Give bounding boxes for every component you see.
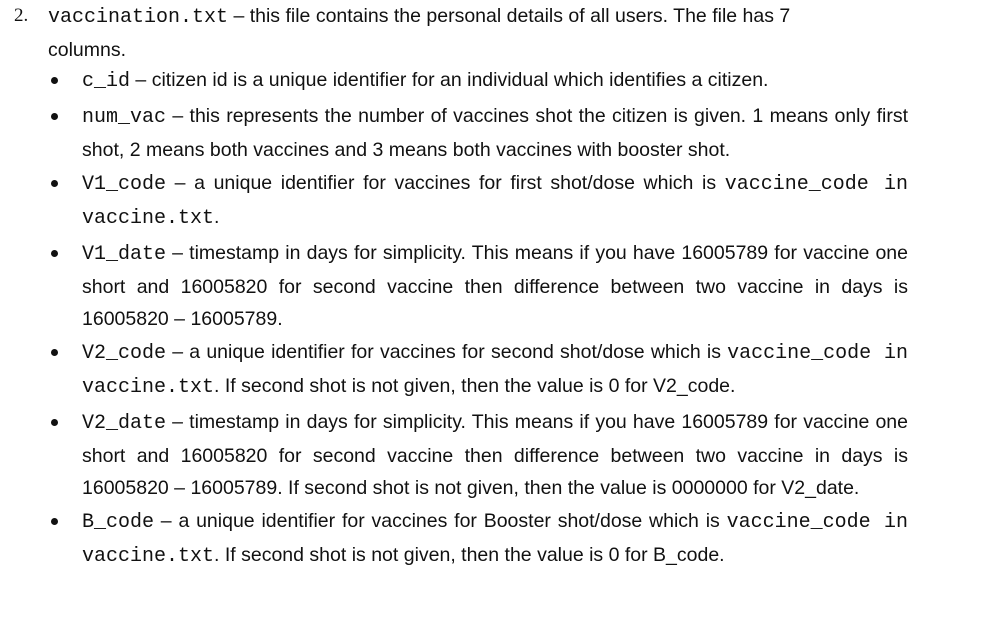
column-name: num_vac: [82, 105, 167, 129]
vaccine-file-ref: in vaccine.txt: [82, 342, 908, 399]
bullet-num-vac: [82, 100, 908, 166]
column-description-end: .: [214, 206, 220, 228]
vaccine-code-ref: vaccine_code: [726, 511, 871, 534]
column-description: – a unique identifier for vaccines for first shot/dose which is: [166, 172, 725, 194]
bullet-v2-date: [82, 406, 908, 504]
vaccine-file-ref: in vaccine.txt: [82, 511, 908, 568]
bullet-text: [82, 406, 908, 504]
bullet-text: [82, 505, 908, 573]
column-description: – timestamp in days for simplicity. This means if you have 16005789 for vaccine one short and 16005820 for second vaccine then difference between two vaccine in days is 16005820 – 16005789.: [82, 241, 908, 330]
bullet-text: [82, 100, 908, 166]
description-line-2: columns.: [48, 39, 127, 61]
bullet-text: [82, 64, 908, 98]
column-name: V1_code: [82, 173, 167, 196]
column-description: – this represents the number of vaccines shot the citizen is given. 1 means only first shot, 2 means both vaccines and 3 means both vaccines with booster shot.: [82, 104, 908, 161]
description-line-1: [48, 0, 908, 34]
bullet-dot-icon: [51, 113, 58, 120]
column-name: V1_date: [82, 242, 167, 266]
column-description-end: . If second shot is not given, then the value is 0 for B_code.: [214, 544, 725, 566]
filename-code: vaccination.txt: [48, 6, 229, 29]
bullet-dot-icon: [51, 349, 58, 356]
column-description-end: . If second shot is not given, then the value is 0 for V2_code.: [214, 375, 736, 397]
bullet-dot-icon: [51, 419, 58, 426]
column-description: – timestamp in days for simplicity. This means if you have 16005789 for vaccine one short and 16005820 for second vaccine then difference between two vaccine in days is 16005820 – 16005789. If second shot is not given, then the value is 0000000 for V2_date.: [82, 410, 908, 499]
bullet-text: [82, 336, 908, 404]
bullet-c-id: [82, 64, 908, 98]
bullet-dot-icon: [51, 518, 58, 525]
bullet-dot-icon: [51, 77, 58, 84]
column-name: c_id: [82, 70, 131, 93]
column-name: V2_code: [82, 342, 167, 365]
bullet-text: [82, 237, 908, 335]
vaccine-code-ref: vaccine_code: [724, 173, 869, 196]
vaccine-file-ref: in vaccine.txt: [82, 173, 908, 230]
item-description: [48, 0, 908, 66]
column-name: B_code: [82, 511, 155, 534]
bullet-b-code: [82, 505, 908, 573]
column-name: V2_date: [82, 411, 167, 435]
bullet-dot-icon: [51, 180, 58, 187]
bullet-text: [82, 167, 908, 235]
list-number: 2.: [14, 5, 29, 26]
bullet-v2-code: [82, 336, 908, 404]
column-description: – a unique identifier for vaccines for Booster shot/dose which is: [154, 510, 727, 532]
bullet-v1-code: [82, 167, 908, 235]
column-description: – citizen id is a unique identifier for an individual which identifies a citizen.: [130, 69, 769, 91]
description-text: – this file contains the personal details of all users. The file has 7: [228, 5, 791, 27]
bullet-dot-icon: [51, 250, 58, 257]
column-description: – a unique identifier for vaccines for second shot/dose which is: [166, 341, 728, 363]
column-bullet-list: [0, 64, 1007, 575]
bullet-v1-date: [82, 237, 908, 335]
vaccine-code-ref: vaccine_code: [727, 342, 872, 365]
